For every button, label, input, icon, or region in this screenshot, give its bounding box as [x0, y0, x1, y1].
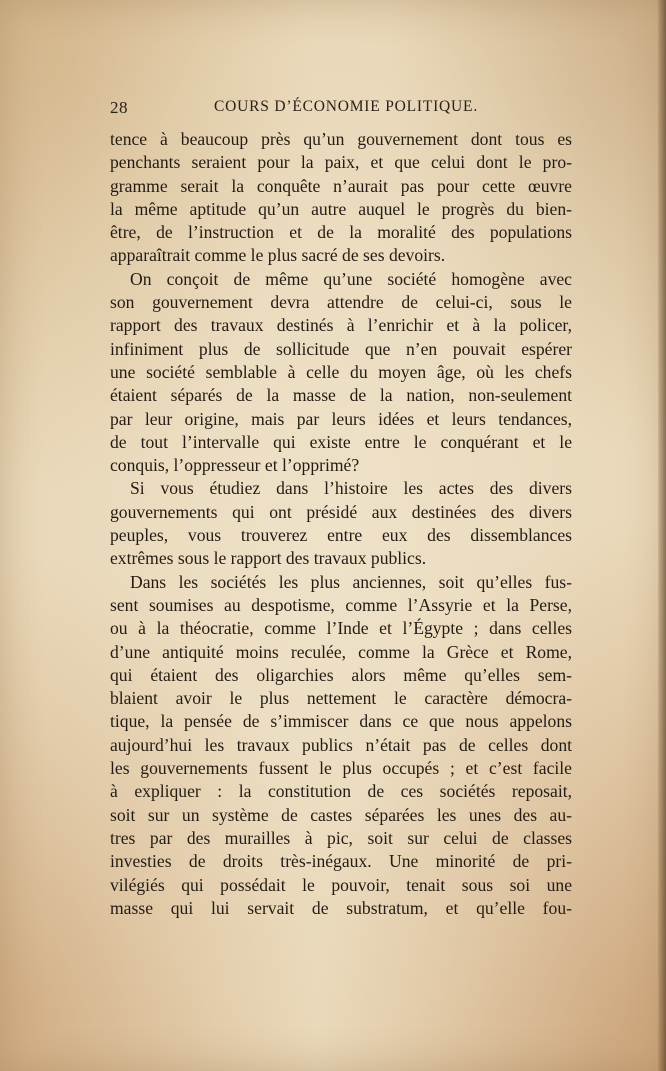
text-line: investies de droits très-inégaux. Une minorité de pri-	[110, 851, 572, 872]
text-line: son gouvernement devra attendre de celui-ci, sous le	[110, 292, 572, 313]
text-line: apparaîtrait comme le plus sacré de ses devoirs.	[110, 245, 446, 266]
body-text	[110, 128, 572, 920]
text-line: gramme serait la conquête n’aurait pas pour cette œuvre	[110, 175, 572, 196]
text-line: sent soumises au despotisme, comme l’Assyrie et la Perse,	[110, 594, 572, 615]
text-line: de tout l’intervalle qui existe entre le conquérant et le	[110, 431, 572, 452]
page-number: 28	[110, 98, 128, 117]
text-line: qui étaient des oligarchies alors même qu’elles sem-	[110, 664, 572, 685]
text-line: par leur origine, mais par leurs idées et leurs tendances,	[110, 408, 572, 429]
text-line: soit sur un système de castes séparées les unes des au-	[110, 804, 572, 825]
text-line: rapport des travaux destinés à l’enrichir et à la policer,	[110, 315, 572, 336]
text-line: d’une antiquité moins reculée, comme la Grèce et Rome,	[110, 641, 572, 662]
paragraph-start-line: Si vous étudiez dans l’histoire les actes des divers	[130, 478, 572, 499]
text-line: aujourd’hui les travaux publics n’était pas de celles dont	[110, 734, 572, 755]
text-line: blaient avoir le plus nettement le caractère démocra-	[110, 688, 572, 709]
text-line: masse qui lui servait de substratum, et qu’elle fou-	[110, 897, 572, 918]
text-line: extrêmes sous le rapport des travaux publics.	[110, 548, 427, 569]
text-line: tique, la pensée de s’immiscer dans ce que nous appelons	[110, 711, 572, 732]
text-line: peuples, vous trouverez entre eux des dissemblances	[110, 525, 572, 546]
text-line: étaient séparés de la masse de la nation, non-seulement	[110, 385, 572, 406]
paragraph-start-line: On conçoit de même qu’une société homogène avec	[130, 268, 572, 289]
text-line: être, de l’instruction et de la moralité des populations	[110, 222, 572, 243]
page-edge-shadow	[658, 0, 666, 1071]
text-line: vilégiés qui possédait le pouvoir, tenait sous soi une	[110, 874, 572, 895]
text-line: la même aptitude qu’un autre auquel le progrès du bien-	[110, 198, 572, 219]
text-line: tence à beaucoup près qu’un gouvernement dont tous es	[110, 129, 572, 149]
paragraph-start-line: Dans les sociétés les plus anciennes, soit qu’elles fus-	[130, 571, 572, 592]
text-line: infiniment plus de sollicitude que n’en pouvait espérer	[110, 338, 572, 359]
text-line: penchants seraient pour la paix, et que celui dont le pro-	[110, 152, 572, 173]
text-line: gouvernements qui ont présidé aux destinées des divers	[110, 501, 572, 522]
text-line: tres par des murailles à pic, soit sur celui de classes	[110, 827, 572, 848]
running-head	[110, 98, 570, 122]
running-head-title: COURS D’ÉCONOMIE POLITIQUE.	[214, 98, 478, 115]
text-line: les gouvernements fussent le plus occupés ; et c’est facile	[110, 758, 572, 779]
text-line: une société semblable à celle du moyen âge, où les chefs	[110, 361, 572, 382]
text-line: conquis, l’oppresseur et l’opprimé?	[110, 455, 360, 476]
text-line: à expliquer : la constitution de ces sociétés reposait,	[110, 781, 572, 802]
text-line: ou à la théocratie, comme l’Inde et l’Égypte ; dans celles	[110, 618, 572, 639]
